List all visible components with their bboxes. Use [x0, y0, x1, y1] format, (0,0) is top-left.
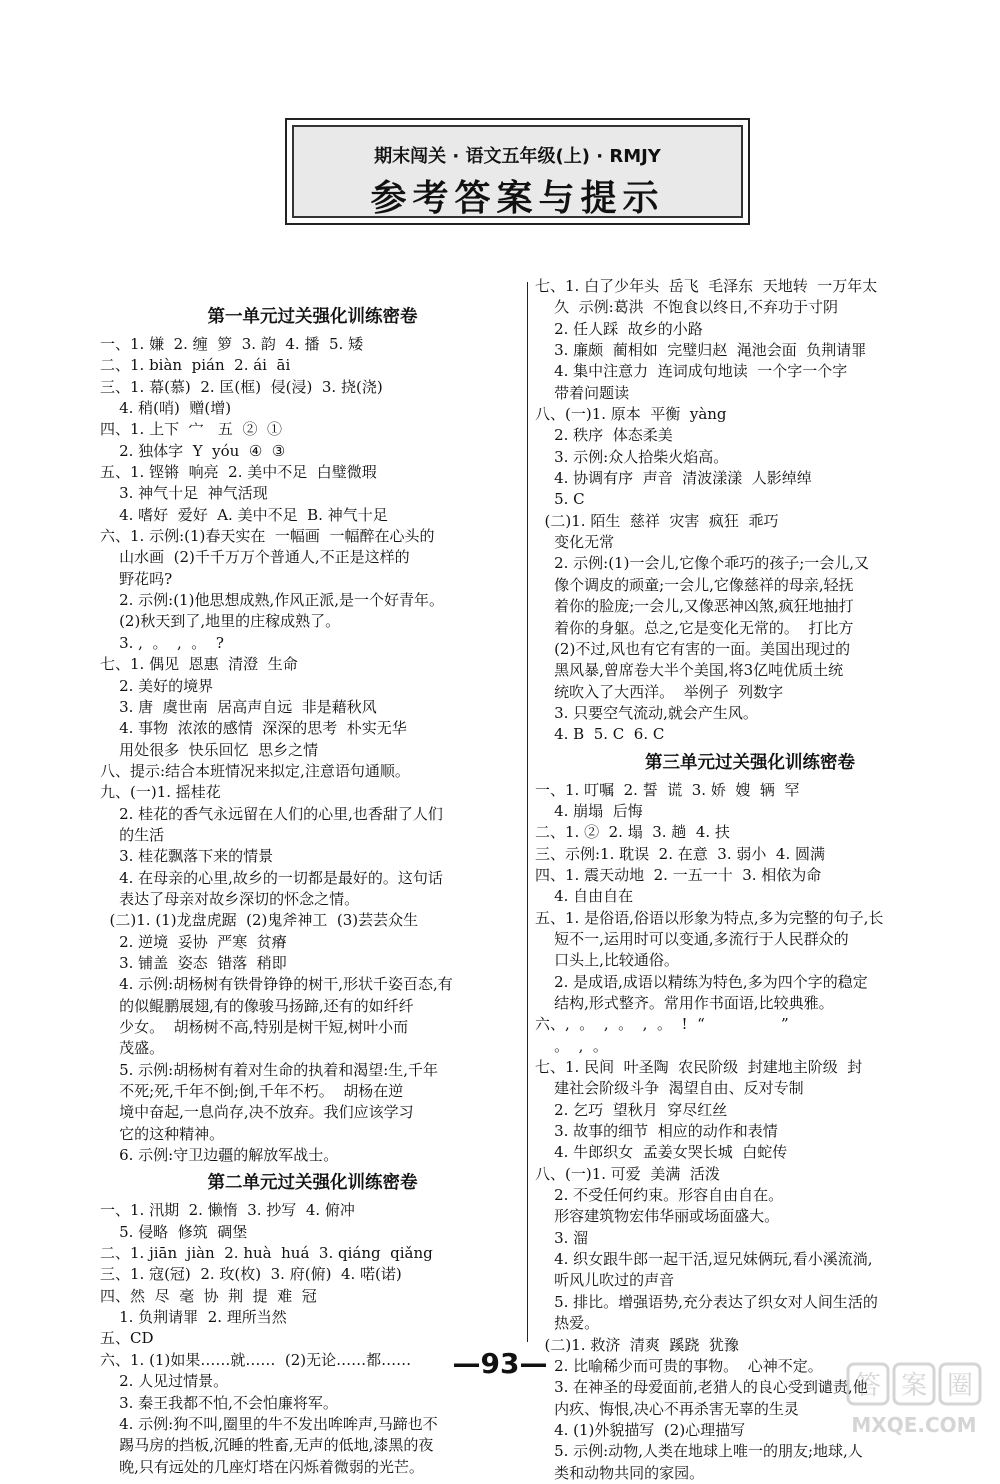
right-answer-line: 八、(一)1. 原本 平衡 yàng — [535, 405, 727, 424]
right-answer-line: (2)不过,风也有它有害的一面。美国出现过的 — [535, 639, 851, 658]
left-answer-line: 四、然 尽 毫 协 荆 提 难 冠 — [100, 1286, 317, 1305]
right-answer-line: 。 , 。 — [535, 1036, 608, 1055]
left-answer-line: 茂盛。 — [100, 1039, 165, 1058]
watermark-char: 答 — [854, 1371, 882, 1401]
right-answer-line: 七、1. 民间 叶圣陶 农民阶级 封建地主阶级 封 — [535, 1058, 863, 1077]
left-section-title: 第一单元过关强化训练密卷 — [207, 307, 418, 327]
left-answer-line: 五、CD — [100, 1329, 154, 1348]
left-answer-line: 的生活 — [100, 825, 165, 844]
right-answer-line: 统吹入了大西洋。 举例子 列数字 — [535, 682, 784, 701]
left-answer-line: 表达了母亲对故乡深切的怀念之情。 — [100, 889, 360, 908]
left-answer-line: 4. 示例:狗不叫,圈里的牛不发出哞哞声,马蹄也不 — [100, 1414, 438, 1433]
right-answer-line: 六、, 。 , 。 , 。 ! “ ” — [535, 1015, 789, 1034]
right-answer-line: 结构,形式整齐。常用作书面语,比较典雅。 — [535, 994, 834, 1012]
right-answer-line: 二、1. ② 2. 塌 3. 趟 4. 扶 — [535, 823, 730, 842]
right-answer-line: 带着问题读 — [535, 383, 630, 402]
watermark-char: 圈 — [946, 1371, 974, 1401]
right-answer-line: 3. 溜 — [535, 1228, 589, 1247]
header-title-box — [285, 118, 750, 225]
left-answer-line: 不死;死,千年不倒;倒,千年不朽。 胡杨在逆 — [100, 1082, 404, 1101]
left-answer-line: (二)1. (1)龙盘虎踞 (2)鬼斧神工 (3)芸芸众生 — [100, 911, 419, 930]
right-answer-line: 4. 崩塌 后悔 — [535, 801, 643, 820]
left-answer-line: 用处很多 快乐回忆 思乡之情 — [100, 740, 319, 759]
left-answer-line: 5. 侵略 修筑 碉堡 — [100, 1222, 248, 1241]
right-answer-line: 变化无常 — [535, 533, 615, 552]
left-answer-line: 山水画 (2)千千万万个普通人,不正是这样的 — [100, 548, 410, 567]
right-answer-line: 五、1. 是俗语,俗语以形象为特点,多为完整的句子,长 — [535, 908, 884, 927]
right-answer-line: 4. (1)外貌描写 (2)心理描写 — [535, 1420, 746, 1439]
right-answer-line: 2. 是成语,成语以精练为特色,多为四个字的稳定 — [535, 972, 868, 991]
left-answer-line: 6. 示例:守卫边疆的解放军战士。 — [100, 1146, 339, 1165]
right-answer-line: 2. 比喻稀少而可贵的事物。 心神不定。 — [535, 1356, 823, 1375]
left-answer-line: 3. 唐 虞世南 居高声自远 非是藉秋风 — [100, 697, 377, 716]
right-answer-line: 建社会阶级斗争 渴望自由、反对专制 — [535, 1079, 804, 1098]
left-answer-line: 八、提示:结合本班情况来拟定,注意语句通顺。 — [100, 761, 410, 780]
left-answer-column — [100, 300, 525, 1478]
watermark-char: 案 — [900, 1371, 928, 1401]
left-answer-line: 九、(一)1. 摇桂花 — [100, 783, 221, 802]
left-answer-line: 4. 示例:胡杨树有铁骨铮铮的树干,形状千姿百态,有 — [100, 975, 453, 994]
left-answer-line: 它的这种精神。 — [100, 1124, 225, 1143]
right-answer-line: 2. 秩序 体态柔美 — [535, 426, 673, 445]
right-answer-line: 2. 乞巧 望秋月 穿尽红丝 — [535, 1100, 728, 1119]
page-number: —93— — [452, 1347, 548, 1380]
left-answer-line: 五、1. 铿锵 响亮 2. 美中不足 白璧微瑕 — [100, 463, 377, 482]
left-answer-line: 3. 铺盖 姿态 错落 稍即 — [100, 953, 287, 972]
right-answer-line: 一、1. 叮嘱 2. 誓 谎 3. 娇 嫂 辆 罕 — [535, 780, 800, 799]
right-answer-line: 4. 集中注意力 连词成句地读 一个字一个字 — [535, 362, 848, 381]
left-answer-line: 二、1. biàn pián 2. ái āi — [100, 356, 291, 375]
left-answer-line: 2. 桂花的香气永远留在人们的心里,也香甜了人们 — [100, 804, 443, 823]
left-answer-line: 四、1. 上下 宀 五 ② ① — [100, 420, 282, 439]
header-subtitle: 期末闯关 · 语文五年级(上) · RMJY — [374, 146, 661, 167]
left-answer-line: 1. 负荆请罪 2. 理所当然 — [100, 1308, 287, 1327]
left-answer-line: 2. 人见过情景。 — [100, 1372, 229, 1391]
right-answer-line: 5. 排比。增强语势,充分表达了织女对人间生活的 — [535, 1292, 878, 1311]
right-answer-line: (二)1. 陌生 慈祥 灾害 疯狂 乖巧 — [535, 511, 779, 530]
right-section-title: 第三单元过关强化训练密卷 — [645, 752, 855, 773]
right-answer-line: (二)1. 救济 清爽 蹊跷 犹豫 — [535, 1335, 739, 1354]
right-answer-line: 着你的脸庞;一会儿,又像恶神凶煞,疯狂地抽打 — [535, 597, 854, 616]
right-answer-line: 形容建筑物宏伟华丽或场面盛大。 — [535, 1207, 780, 1226]
left-answer-line: 少女。 胡杨树不高,特别是树干短,树叶小而 — [100, 1018, 409, 1036]
right-answer-line: 3. 只要空气流动,就会产生风。 — [535, 703, 758, 722]
right-answer-line: 3. 廉颇 蔺相如 完璧归赵 渑池会面 负荆请罪 — [535, 341, 867, 360]
left-answer-line: 六、1. 示例:(1)春天实在 一幅画 一幅醉在心头的 — [100, 527, 435, 546]
right-answer-line: 4. B 5. C 6. C — [535, 725, 665, 744]
right-answer-line: 着你的身躯。总之,它是变化无常的。 打比方 — [535, 618, 854, 637]
left-answer-line: 六、1. (1)如果……就…… (2)无论……都…… — [100, 1350, 412, 1369]
left-answer-line: 3. 桂花飘落下来的情景 — [100, 847, 274, 866]
right-answer-line: 5. C — [535, 490, 585, 509]
right-answer-line: 3. 在神圣的母爱面前,老猎人的良心受到谴责,他 — [535, 1378, 868, 1397]
left-answer-line: 一、1. 汛期 2. 懒惰 3. 抄写 4. 俯冲 — [100, 1201, 355, 1220]
left-answer-line: 一、1. 嫌 2. 缠 箩 3. 韵 4. 播 5. 矮 — [100, 335, 364, 353]
right-answer-line: 四、1. 震天动地 2. 一五一十 3. 相依为命 — [535, 865, 822, 884]
right-answer-line: 像个调皮的顽童;一会儿,它像慈祥的母亲,轻抚 — [535, 575, 854, 594]
left-answer-line: 境中奋起,一息尚存,决不放弃。我们应该学习 — [100, 1103, 414, 1122]
left-answer-line: 4. 嗜好 爱好 A. 美中不足 B. 神气十足 — [100, 505, 388, 524]
right-answer-line: 4. 牛郎织女 孟姜女哭长城 白蛇传 — [535, 1143, 788, 1162]
left-answer-line: 晚,只有远处的几座灯塔在闪烁着微弱的光芒。 — [100, 1457, 424, 1476]
right-answer-line: 2. 任人踩 故乡的小路 — [535, 319, 703, 338]
right-answer-line: 短不一,运用时可以变通,多流行于人民群众的 — [535, 929, 849, 948]
left-answer-line: 二、1. jiān jiàn 2. huà huá 3. qiáng qiǎng — [100, 1244, 433, 1263]
left-answer-line: 野花吗? — [100, 569, 173, 588]
right-answer-line: 2. 不受任何约束。形容自由自在。 — [535, 1186, 784, 1205]
right-answer-line: 3. 示例:众人拾柴火焰高。 — [535, 447, 729, 466]
right-answer-line: 黑风暴,曾席卷大半个美国,将3亿吨优质土统 — [535, 661, 844, 680]
left-answer-line: 2. 美好的境界 — [100, 676, 214, 695]
right-answer-line: 内疚、悔恨,决心不再杀害无辜的生灵 — [535, 1399, 799, 1418]
left-answer-line: 3. , 。 , 。 ? — [100, 633, 224, 652]
right-answer-line: 3. 故事的细节 相应的动作和表情 — [535, 1122, 778, 1141]
left-answer-line: 的似鲲鹏展翅,有的像骏马扬蹄,还有的如纤纤 — [100, 996, 414, 1015]
left-answer-line: 4. 稍(哨) 赠(增) — [100, 399, 232, 418]
left-answer-line: 三、1. 幕(慕) 2. 匡(框) 侵(浸) 3. 挠(浇) — [100, 377, 383, 396]
left-answer-line: 三、1. 寇(冠) 2. 玫(枚) 3. 府(俯) 4. 喏(诺) — [100, 1265, 402, 1284]
column-divider — [527, 282, 528, 1342]
left-answer-line: 5. 示例:胡杨树有着对生命的执着和渴望:生,千年 — [100, 1060, 439, 1079]
left-answer-line: 2. 独体字 Y yóu ④ ③ — [100, 441, 286, 460]
left-answer-line: 踢马房的挡板,沉睡的牲畜,无声的低地,漆黑的夜 — [100, 1436, 434, 1455]
right-answer-line: 5. 示例:动物,人类在地球上唯一的朋友;地球,人 — [535, 1442, 863, 1461]
right-answer-line: 热爱。 — [535, 1314, 600, 1333]
watermark-logo — [846, 1360, 986, 1440]
header-title: 参考答案与提示 — [370, 178, 665, 219]
right-answer-column — [535, 276, 965, 1484]
watermark-url: MXQE.COM — [851, 1413, 977, 1437]
left-answer-line: 4. 在母亲的心里,故乡的一切都是最好的。这句话 — [100, 868, 443, 887]
left-section-title: 第二单元过关强化训练密卷 — [207, 1173, 418, 1194]
left-answer-line: 3. 神气十足 神气活现 — [100, 484, 268, 503]
right-answer-line: 八、(一)1. 可爱 美满 活泼 — [535, 1164, 720, 1183]
left-answer-line: 2. 逆境 妥协 严寒 贫瘠 — [100, 932, 287, 951]
right-answer-line: 4. 自由自在 — [535, 887, 634, 906]
left-answer-line: (2)秋天到了,地里的庄稼成熟了。 — [100, 612, 341, 631]
right-answer-line: 口头上,比较通俗。 — [535, 951, 679, 970]
left-answer-line: 2. 示例:(1)他思想成熟,作风正派,是一个好青年。 — [100, 591, 444, 610]
right-answer-line: 2. 示例:(1)一会儿,它像个乖巧的孩子;一会儿,又 — [535, 554, 870, 573]
right-answer-line: 类和动物共同的家园。 — [535, 1463, 705, 1482]
right-answer-line: 4. 协调有序 声音 清波漾漾 人影绰绰 — [535, 469, 812, 488]
right-answer-line: 三、示例:1. 耽误 2. 在意 3. 弱小 4. 圆满 — [535, 844, 825, 863]
right-answer-line: 七、1. 白了少年头 岳飞 毛泽东 天地转 一万年太 — [535, 277, 878, 295]
right-answer-line: 听风儿吹过的声音 — [535, 1271, 675, 1290]
left-answer-line: 4. 事物 浓浓的感情 深深的思考 朴实无华 — [100, 719, 407, 738]
left-answer-line: 七、1. 偶见 恩惠 清澄 生命 — [100, 655, 298, 674]
right-answer-line: 4. 织女跟牛郎一起干活,逗兄妹俩玩,看小溪流淌, — [535, 1250, 873, 1269]
left-answer-line: 3. 秦王我都不怕,不会怕廉将军。 — [100, 1393, 338, 1412]
right-answer-line: 久 示例:葛洪 不饱食以终日,不弃功于寸阴 — [535, 298, 838, 317]
